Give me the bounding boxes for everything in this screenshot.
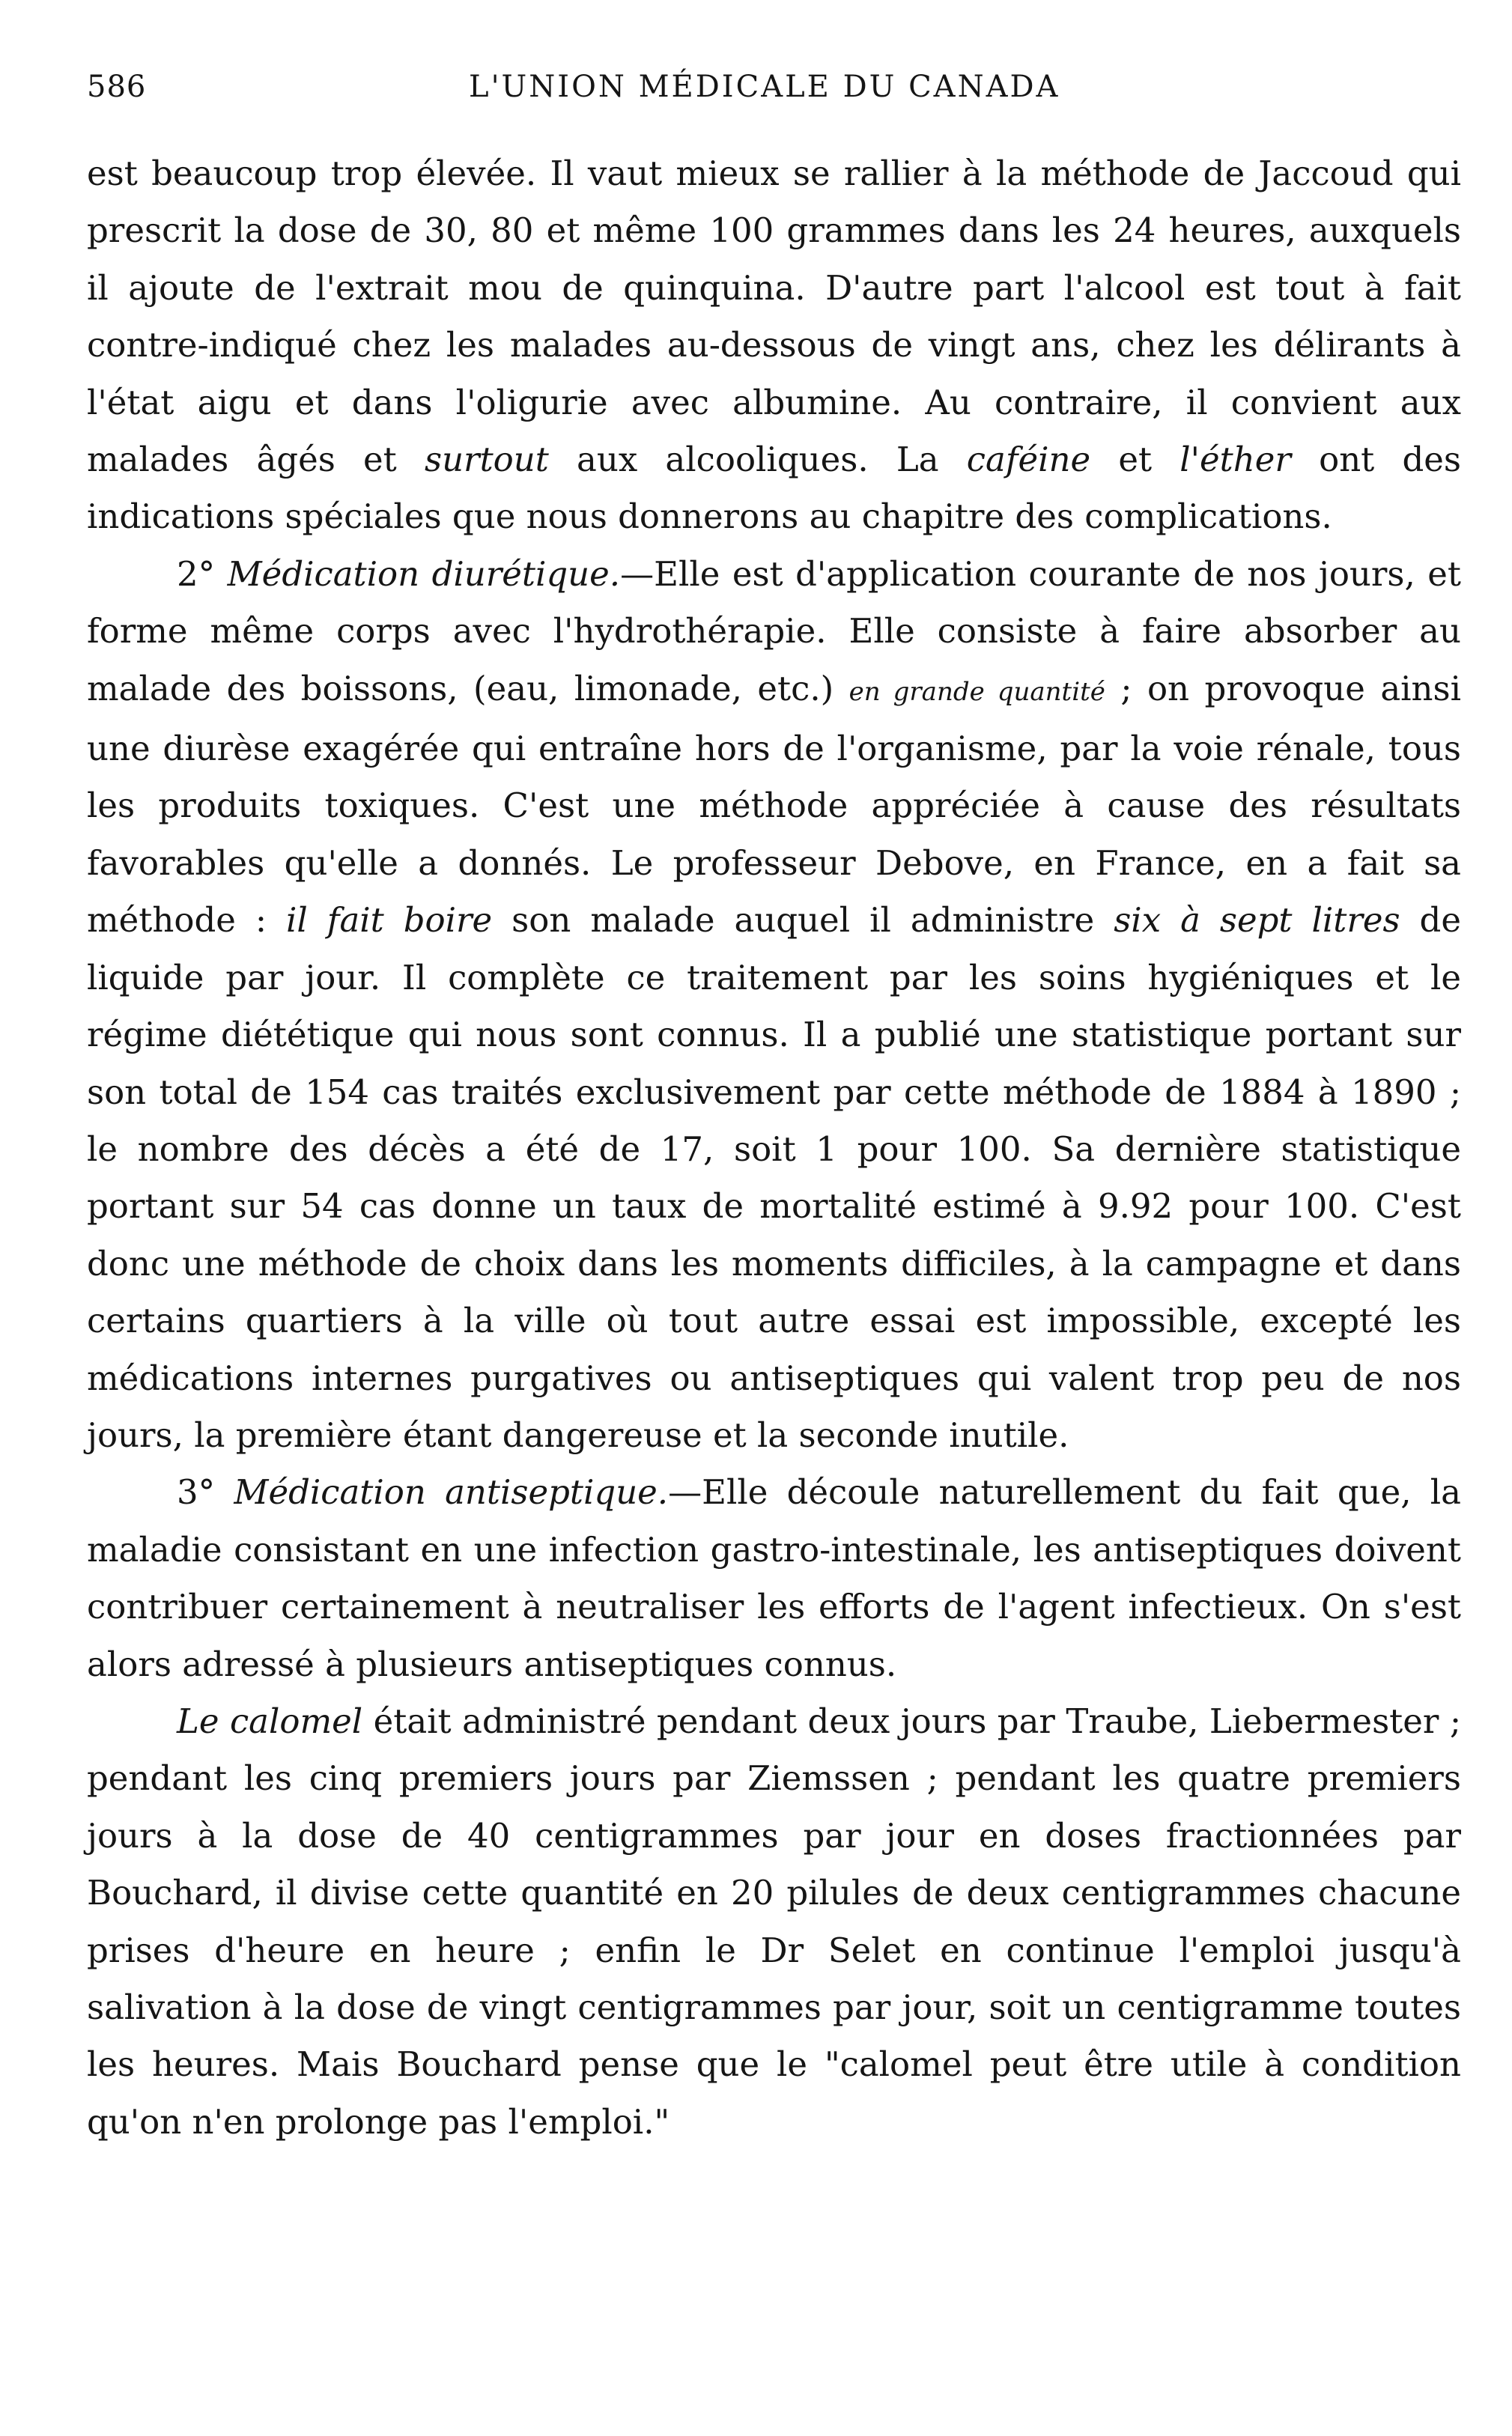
- text-run: ; on provoque ainsi une diurèse exagérée qui entraîne hors de l'organisme, par la voie rénale, tous les produits toxiques. C'est une méthode appréciée à cause des résultats favorables qu'elle a donnés. Le professeur Debove, en France, en a fait sa méthode :: [87, 668, 1462, 941]
- italic-term: l'éther: [1179, 440, 1291, 480]
- journal-title: L'UNION MÉDICALE DU CANADA: [469, 70, 1060, 104]
- body-text: [87, 145, 1461, 2151]
- text-run: et: [1090, 440, 1180, 480]
- text-run: ont des indications spéciales que nous donnerons au chapitre des complications.: [87, 440, 1462, 537]
- section-number: 3°: [177, 1472, 234, 1513]
- section-heading: Médication antiseptique.: [234, 1472, 669, 1513]
- paragraph-alcohol: [87, 145, 1461, 546]
- italic-term: surtout: [424, 440, 549, 480]
- paragraph-diuretic: [87, 546, 1461, 1465]
- text-run: de liquide par jour. Il complète ce traitement par les soins hygiéniques et le régime diététique qui nous sont connus. Il a publié une statistique portant sur son total de 154 cas traités exclusivement par cette méthode de 1884 à 1890 ; le nombre des décès a été de 17, soit 1 pour 100. Sa dernière statistique portant sur 54 cas donne un taux de mortalité estimé à 9.92 pour 100. C'est donc une méthode de choix dans les moments difficiles, à la campagne et dans certains quartiers à la ville où tout autre essai est impossible, excepté les médications internes purgatives ou antiseptiques qui valent trop peu de nos jours, la première étant dangereuse et la seconde inutile.: [87, 900, 1461, 1455]
- paragraph-calomel: [87, 1693, 1461, 2151]
- italic-term: il fait boire: [286, 900, 493, 941]
- italic-term: en grande quantité: [848, 676, 1105, 707]
- section-heading: Médication diurétique.: [227, 553, 621, 594]
- text-run: était administré pendant deux jours par Traube, Liebermester ; pendant les cinq premiers jours par Ziemssen ; pendant les quatre premiers jours à la dose de 40 centigrammes par jour en doses fractionnées par Bouchard, il divise cette quantité en 20 pilules de deux centigrammes chacune prises d'heure en heure ; enfin le Dr Selet en continue l'emploi jusqu'à salivation à la dose de vingt centigrammes par jour, soit un centigramme toutes les heures. Mais Bouchard pense que le "calomel peut être utile à condition qu'on n'en prolonge pas l'emploi.": [87, 1701, 1461, 2142]
- paragraph-antiseptic: [87, 1464, 1461, 1693]
- page-number: 586: [87, 70, 147, 104]
- italic-term: Le calomel: [177, 1701, 363, 1741]
- italic-term: six à sept litres: [1114, 900, 1400, 941]
- text-run: son malade auquel il administre: [492, 900, 1114, 941]
- text-run: —Elle est d'application courante de nos jours, et forme même corps avec l'hydrothérapie. Elle consiste à faire absorber au malade des boissons, (eau, limonade, etc.): [87, 553, 1461, 708]
- text-run: aux alcooliques. La: [548, 440, 967, 480]
- text-run: est beaucoup trop élevée. Il vaut mieux se rallier à la méthode de Jaccoud qui prescrit la dose de 30, 80 et même 100 grammes dans les 24 heures, auxquels il ajoute de l'extrait mou de quinquina. D'autre part l'alcool est tout à fait contre-indiqué chez les malades au-dessous de vingt ans, chez les délirants à l'état aigu et dans l'oligurie avec albumine. Au contraire, il convient aux malades âgés et: [87, 154, 1461, 480]
- italic-term: caféine: [966, 440, 1091, 480]
- running-head: [87, 57, 1475, 117]
- section-number: 2°: [177, 553, 228, 594]
- text-run: —Elle découle naturellement du fait que, la maladie consistant en une infection gastro-intestinale, les antiseptiques doivent contribuer certainement à neutraliser les efforts de l'agent infectieux. On s'est alors adressé à plusieurs antiseptiques connus.: [87, 1472, 1461, 1684]
